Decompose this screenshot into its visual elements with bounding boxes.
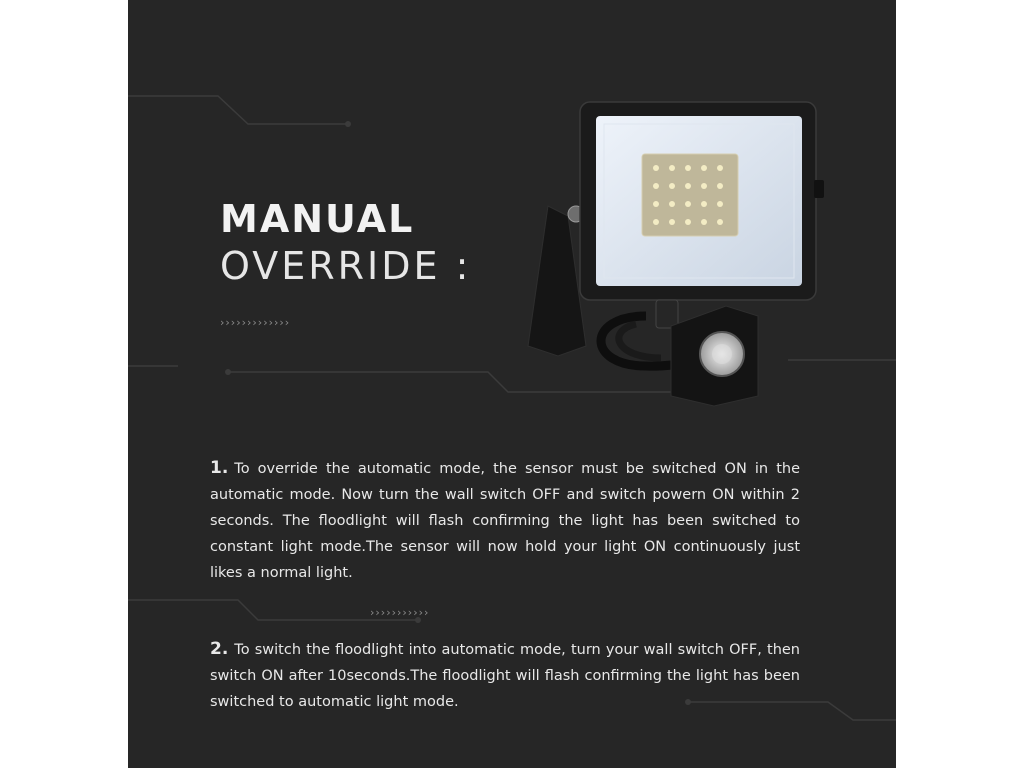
- step-2-number: 2.: [210, 639, 229, 659]
- instruction-step-2: [210, 636, 800, 715]
- step-1-number: 1.: [210, 458, 229, 478]
- step-2-text: To switch the floodlight into automatic mode, turn your wall switch OFF, then switch ON after 10seconds.The floodlight will flash confirming the light has been switched to automatic light mode.: [210, 642, 800, 710]
- chevron-divider-middle: ›››››››››››: [370, 606, 430, 619]
- instruction-step-1: [210, 455, 800, 586]
- step-1-text: To override the automatic mode, the sensor must be switched ON in the automatic mode. Now turn the wall switch OFF and switch powern ON within 2 seconds. The floodlight will flash confirming the light has been switched to constant light mode.The sensor will now hold your light ON continuously just likes a normal light.: [210, 461, 800, 581]
- floodlight-sensor-image: [496, 96, 836, 416]
- heading-override: OVERRIDE :: [220, 244, 472, 288]
- chevron-divider-top: ›››››››››››››: [220, 316, 291, 329]
- info-panel: [128, 0, 896, 768]
- page-heading: [220, 196, 471, 290]
- heading-manual: MANUAL: [220, 197, 415, 241]
